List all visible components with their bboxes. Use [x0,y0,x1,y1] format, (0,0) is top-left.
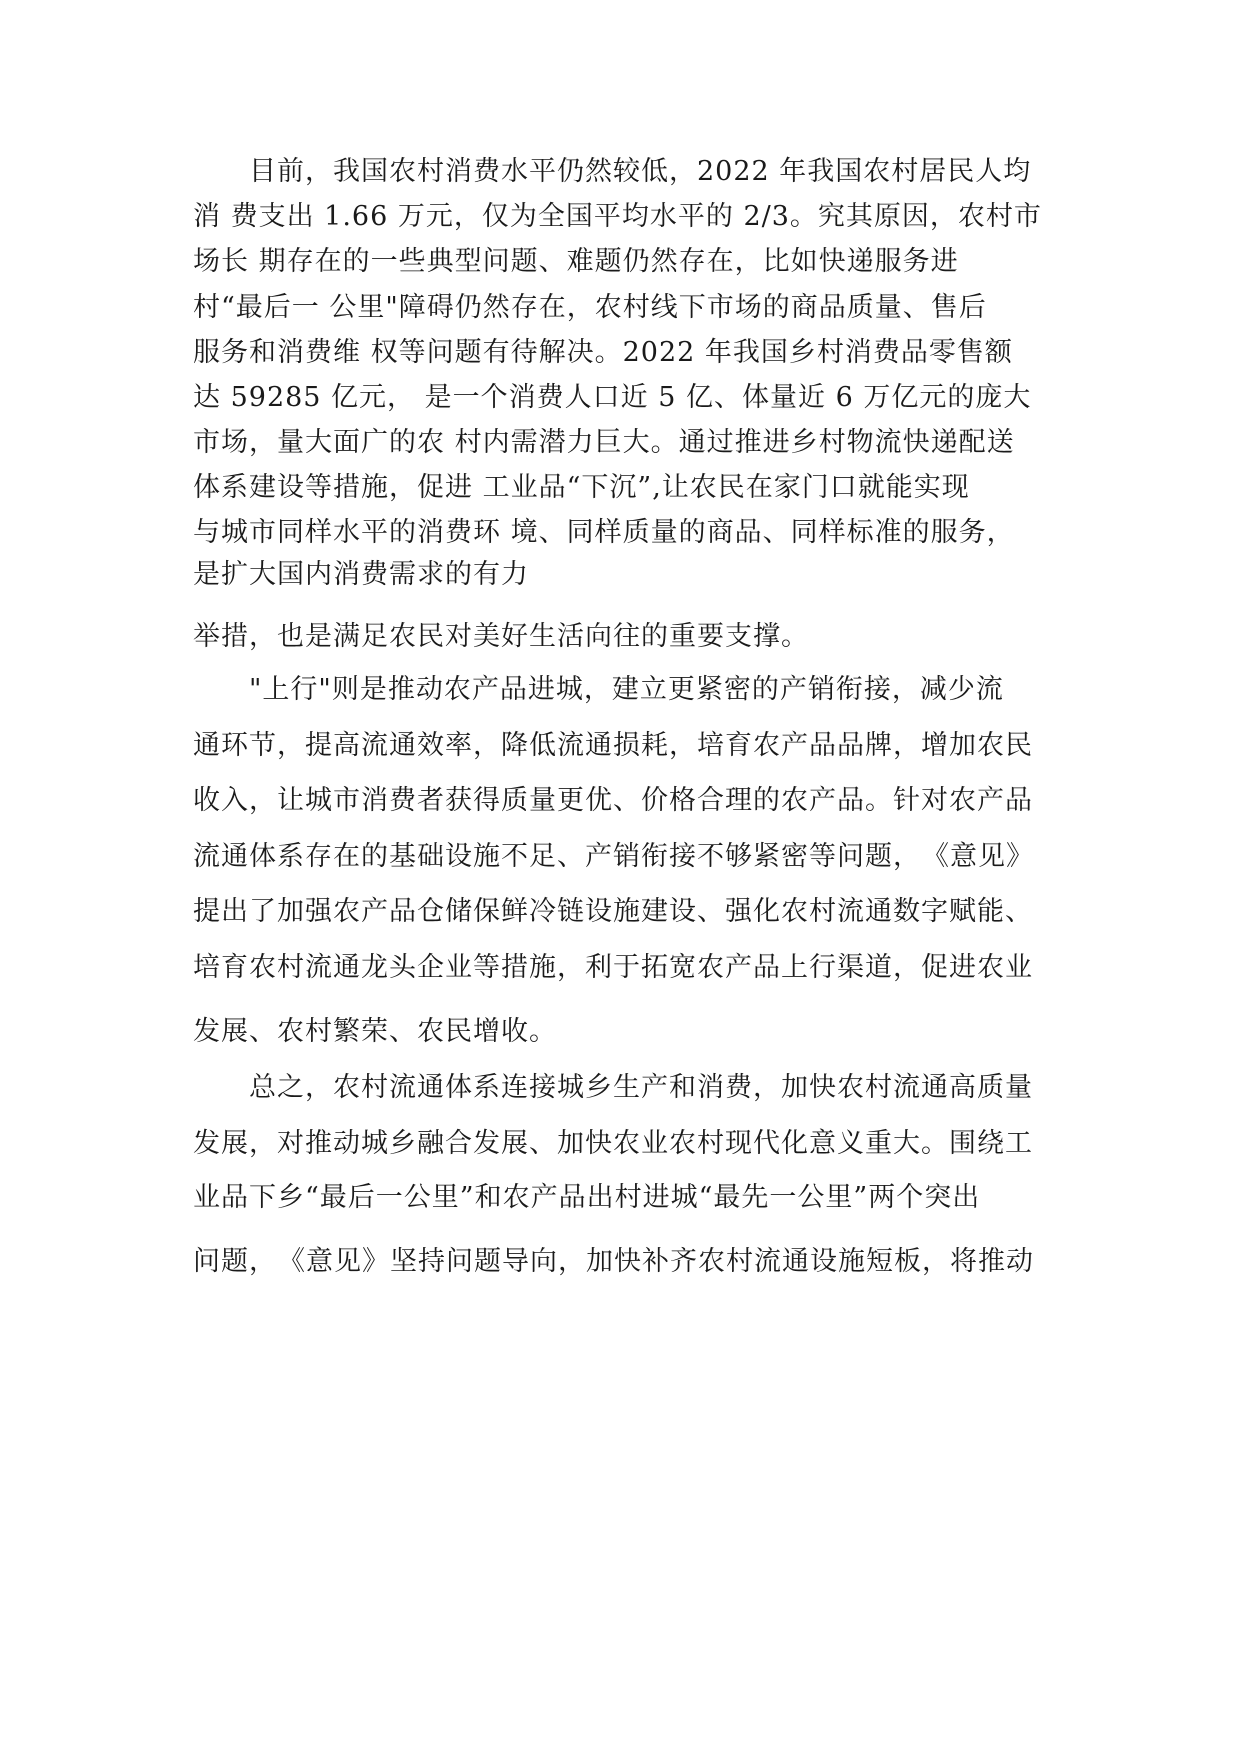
text-line: 是扩大国内消费需求的有力 [193,559,529,590]
text-line: 通环节，提高流通效率，降低流通损耗，培育农产品品牌，增加农民 [193,730,1033,761]
text-line: 培育农村流通龙头企业等措施，利于拓宽农产品上行渠道，促进农业 [193,952,1033,983]
text-line: 问题， 《意见》坚持问题导向，加快补齐农村流通设施短板，将推动 [193,1246,1034,1277]
text-line: 村“最后一 公里"障碍仍然存在，农村线下市场的商品质量、售后 [193,292,987,323]
text-line: 业品下乡“最后一公里”和农产品出村进城“最先一公里”两个突出 [193,1182,981,1213]
text-line: 体系建设等措施，促进 工业品“下沉”,让农民在家门口就能实现 [193,472,970,503]
text-line: 总之，农村流通体系连接城乡生产和消费，加快农村流通高质量 [193,1072,1033,1103]
text-line: 与城市同样水平的消费环 境、同样质量的商品、同样标准的服务， [193,517,1015,548]
text-line: 目前，我国农村消费水平仍然较低，2022 年我国农村居民人均 [193,156,1032,187]
text-line: 场长 期存在的一些典型问题、难题仍然存在，比如快递服务进 [193,246,959,277]
text-line: 服务和消费维 权等问题有待解决。2022 年我国乡村消费品零售额 [193,337,1013,368]
text-line: "上行"则是推动农产品进城，建立更紧密的产销衔接，减少流 [193,674,1004,705]
text-line: 举措，也是满足农民对美好生活向往的重要支撑。 [193,621,809,652]
text-line: 收入，让城市消费者获得质量更优、价格合理的农产品。针对农产品 [193,785,1033,816]
text-line: 流通体系存在的基础设施不足、产销衔接不够紧密等问题， 《意见》 [193,841,1034,872]
text-line: 发展、农村繁荣、农民增收。 [193,1016,557,1047]
text-line: 市场，量大面广的农 村内需潜力巨大。通过推进乡村物流快递配送 [193,427,1015,458]
text-line: 发展，对推动城乡融合发展、加快农业农村现代化意义重大。围绕工 [193,1128,1033,1159]
text-line: 达 59285 亿元， 是一个消费人口近 5 亿、体量近 6 万亿元的庞大 [193,382,1032,413]
text-line: 提出了加强农产品仓储保鲜冷链设施建设、强化农村流通数字赋能、 [193,896,1033,927]
text-line: 消 费支出 1.66 万元，仅为全国平均水平的 2/3。究其原因，农村市 [193,201,1042,232]
